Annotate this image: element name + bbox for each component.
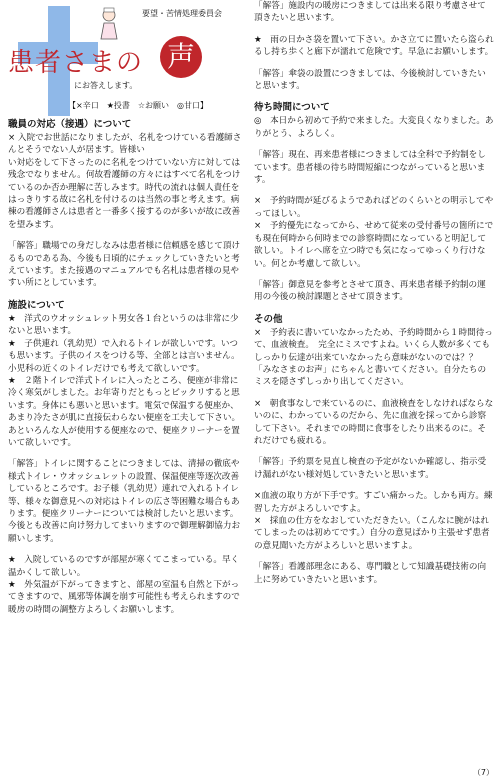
section (8, 458, 246, 545)
section (8, 299, 246, 449)
right-sections (254, 0, 494, 586)
section (254, 313, 494, 389)
section-text: 「解答」トイレに関することにつきましては、清掃の徹底や様式トイレ・ウオッシュレットの設置、保温便座等逐次改善しているところです。お子様（乳幼児）連れで入れるトイレ等、様々な御意見への対応はトイレの広さ等困難な場合もあります。便座クリーナーについては検討したいと思います。今後とも改善に向け努力してまいりますので御理解御協力お願いします。 (8, 459, 241, 544)
section-heading: その他 (254, 313, 283, 325)
section-text: × 予約時間が延びるようであればどのくらいとの明示してやってほしい。 × 予約優先になってから、せめて従来の受付番号の箇所にでも現在何時から何時までの診察時間になっていると明記して欲しい。トイレへ席を立つ時でも気になってゆっくり行けない。何とか考慮して欲しい。 (254, 196, 494, 269)
section-text: ◎ 本日から初めて予約で来ました。大変良くなりました。ありがとう、よろしく。 (254, 116, 494, 139)
section-text: ★ 入院しているのですが部屋が寒くてこまっている。早く温かくして欲しい。 ★ 外気温が下がってきますと、部屋の室温も自然と下がってきますので、風邪等体調を崩す可能性も考えられますので暖房の時間の調整方よろしくお願いします。 (8, 555, 240, 615)
section-text: 「解答」御意見を参考とさせて頂き、再来患者様予約制の運用の今後の検討課題とさせて頂きます。 (254, 279, 486, 303)
section (254, 34, 494, 59)
section (8, 118, 246, 231)
page-subtitle: にお答えします。 (74, 81, 138, 90)
committee-name: 要望・苦情処理委員会 (142, 9, 222, 18)
section-heading: 待ち時間について (254, 102, 330, 114)
section (254, 195, 494, 269)
section (8, 240, 246, 290)
section-text: 「解答」予約票を見直し検査の予定がないか確認し、指示受け漏れがない様対処していきたいと思います。 (254, 457, 487, 480)
left-sections (8, 118, 246, 616)
section (254, 279, 494, 304)
section-heading: 施設について (8, 299, 65, 311)
section-text: 「解答」職場での身だしなみは患者様に信頼感を感じて頂けるものである為、今後も日頃的にチェックしていきたいと考えています。また接遇のマニュアルでも名札は患者様の見やすい所にとしています。 (8, 241, 241, 289)
section (254, 456, 494, 481)
section-text: 「解答」現在、再来患者様につきましては全科で予約制をしています。患者様の待ち時間短縮につながっていると思います。 (254, 150, 486, 186)
left-column (8, 0, 246, 625)
section (254, 398, 494, 448)
section-text: ★ 雨の日かさ袋を置いて下さい。かさ立てに置いたら盗られるし持ち歩くと廊下が濡れて危険です。早急にお願いします。 (254, 34, 494, 58)
section (254, 0, 494, 25)
section-text: 「解答」看護部理念にある、専門職として知識基礎技術の向上に努めていきたいと思います。 (254, 562, 487, 585)
section-text: 「解答」施設内の暖房につきましては出来る限り考慮させて頂きたいと思います。 (254, 1, 486, 24)
legend: 【×辛口 ★投書 ☆お願い ◎甘口】 (68, 101, 209, 110)
page-title: 患者さまの (8, 48, 144, 78)
section-text: ×血液の取り方が下手です。すごい痛かった。しかも両方。練習した方がよろしいですよ。 × 採血の仕方をなおしていただきたい。（こんなに腕がはれてしまったのは初めてです。）自分の意見ばかり主張せず患者の意見聞いた方がよろしいと思いますよ。 (254, 491, 493, 551)
section-text: 「解答」傘袋の設置につきましては、今後検討していきたいと思います。 (254, 68, 486, 92)
section (8, 554, 246, 616)
section-text: × 予約表に書いていなかったため、予約時間から１時間待って、血液検査。 完全にミスですよね。いくら人数が多くてもしっかり伝達が出来ていなかったら意味がないのでは？？「みなさまのお声」にちゃんと書いてください。自分たちのミスを隠さずしっかり出してください。 (254, 327, 493, 388)
section-text: ★ 洋式のウオッシュレット男女各１台というのは非常に少ないと思います。 ★ 子供連れ（乳幼児）で入れるトイレが欲しいです。いつも思います。子供のイスをつける等、全部とは言いません。小児科の近くのトイレだけでも考えて欲しいです。 ★ ２階トイレで洋式トイレに入ったところ、便座が非常に冷く寒気がしました。お年寄りだともっとビックリすると思います。身体にも悪いと思います。電気で保温する便座か、あまり冷たさが肌に直接伝わらない便座を工夫して下さい。あといろんな人が使用する便座なので、便座クリーナーを置いて欲しいです。 (8, 313, 241, 448)
section (254, 561, 494, 586)
nurse-illustration (96, 6, 122, 40)
page-number: （7） (472, 768, 494, 777)
section-text: × 入院でお世話になりましたが、名札をつけている看護師さんとそうでない人が居ます。皆様い い対応をして下さったのに名札をつけていない方に対しては残念でなりません。何故看護師の方々にはすべて名札をつけているのか否か理解に苦しみます。時代の流れは個人責任をはっきりする故に名札を付けるのは当然の事と考えます。病棟の看護師さんは患者と一番多く接するのが多いが故に改善を望みます。 (8, 133, 242, 230)
section (254, 101, 494, 140)
right-column (254, 0, 494, 595)
section-heading: 職員の対応（接遇）について (8, 119, 132, 130)
section (254, 68, 494, 93)
section-text: × 朝食事なしで来ているのに、血液検査をしなければならないのに、わかっているのだから、先に血液を採ってから診察して下さい。それまでの時間に食事をしたり出来るのに。それだけでも疲れる。 (254, 398, 494, 446)
section (254, 490, 494, 552)
header (8, 0, 246, 118)
koe-title-badge: 声 (160, 36, 202, 78)
section (254, 149, 494, 186)
